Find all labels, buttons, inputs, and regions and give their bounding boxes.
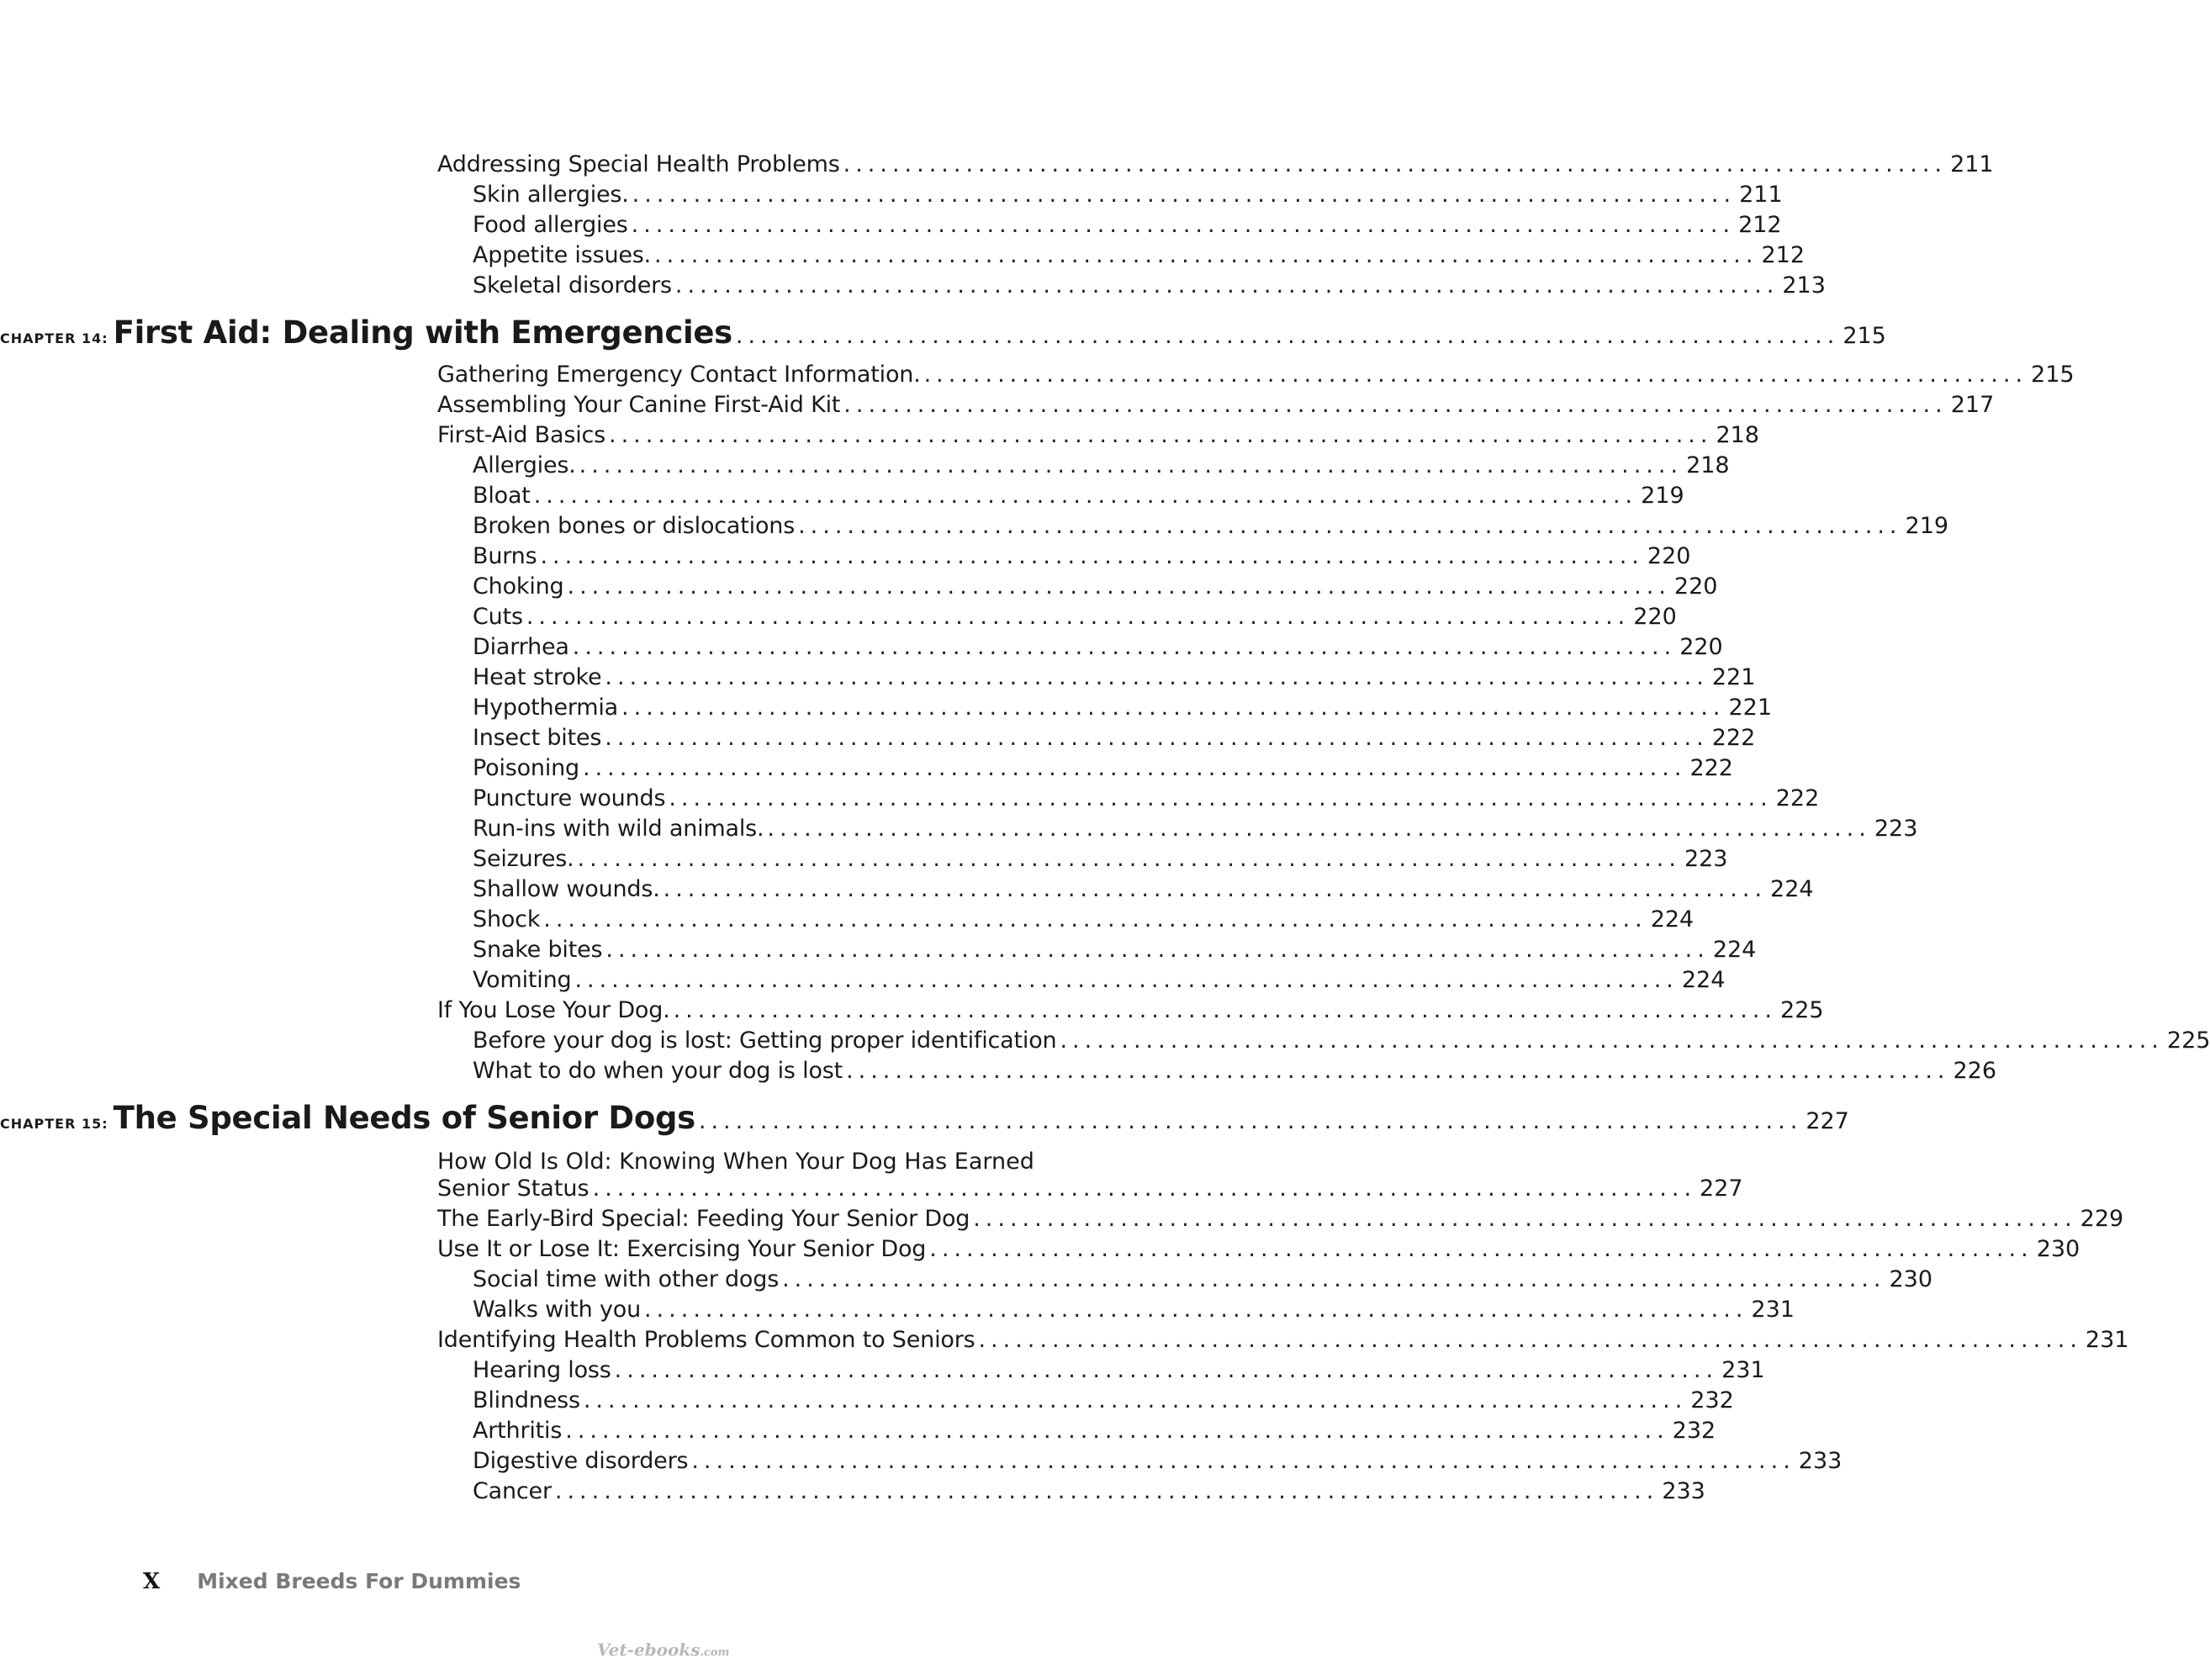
dot-leader: .......................................................................................... [583, 755, 1687, 781]
toc-entry-text: Arthritis [473, 1418, 563, 1444]
toc-entry[interactable] [0, 1327, 2129, 1357]
dot-leader: .......................................................................................... [574, 967, 1679, 993]
toc-entry[interactable] [0, 1387, 1734, 1418]
page-number: 224 [1712, 937, 1757, 963]
toc-entry[interactable] [0, 604, 1677, 634]
toc-entry-text: Broken bones or dislocations [473, 513, 796, 539]
page-number: 219 [1905, 513, 1949, 539]
page-number: 215 [1843, 323, 1886, 349]
toc-entry[interactable] [0, 483, 1684, 513]
toc-entry[interactable] [0, 755, 1733, 785]
toc-entry[interactable] [0, 785, 1820, 816]
page-number: 222 [1689, 755, 1733, 781]
page-number: 225 [1780, 997, 1824, 1023]
page-number: 217 [1950, 392, 1995, 418]
toc-entry-text: Digestive disorders [473, 1448, 689, 1474]
dot-leader: .......................................................................................... [782, 1266, 1886, 1292]
toc-entry-text: Allergies. [473, 452, 576, 478]
page-number: 220 [1679, 634, 1723, 660]
toc-entry-text: Burns [473, 543, 537, 569]
toc-entry[interactable] [0, 1357, 1765, 1387]
toc-entry-text: Seizures. [473, 846, 574, 872]
page-number: 213 [1782, 272, 1826, 298]
page-number: 232 [1672, 1418, 1716, 1444]
page-number: 222 [1711, 725, 1756, 751]
toc-entry-text: Heat stroke [473, 664, 602, 690]
chapter-label: CHAPTER 14: [0, 330, 108, 346]
dot-leader: .......................................................................................... [565, 1418, 1669, 1444]
dot-leader: .......................................................................................... [631, 212, 1736, 238]
toc-entry-text: Cancer [473, 1478, 552, 1504]
page-number: 218 [1716, 422, 1759, 448]
toc-entry[interactable] [0, 1266, 1933, 1297]
dot-leader: .......................................................................................... [592, 1175, 1697, 1202]
page-number: 233 [1798, 1448, 1843, 1474]
toc-entry[interactable] [0, 212, 1782, 242]
dot-leader: .......................................................................................... [579, 452, 1684, 478]
toc-entry-text: Hearing loss [473, 1357, 611, 1383]
toc-entry[interactable] [0, 422, 1759, 452]
toc-entry-text: Hypothermia [473, 695, 619, 721]
toc-entry[interactable] [0, 1418, 1716, 1448]
toc-entry-text: Choking [473, 573, 564, 600]
dot-leader: .......................................................................................... [609, 422, 1713, 448]
toc-entry[interactable] [0, 182, 1783, 212]
toc-entry[interactable] [0, 1448, 1843, 1478]
dot-leader: .......................................................................................... [577, 846, 1681, 872]
toc-entry-text: Blindness [473, 1387, 580, 1413]
toc-entry-line2 [437, 1175, 1743, 1202]
toc-entry[interactable] [0, 392, 1995, 422]
page-number: 225 [2166, 1028, 2210, 1054]
page-number: 220 [1647, 543, 1691, 569]
toc-entry-text: Bloat [473, 483, 531, 509]
toc-entry-wrapped[interactable] [0, 1147, 1743, 1206]
toc-entry-text: Puncture wounds [473, 785, 666, 811]
toc-entry-text: First-Aid Basics [437, 422, 606, 448]
toc-entry[interactable] [0, 695, 1773, 725]
dot-leader: .......................................................................................... [572, 634, 1677, 660]
dot-leader: .......................................................................................... [543, 906, 1647, 932]
toc-entry-text: Use It or Lose It: Exercising Your Senior Dog [437, 1236, 927, 1262]
toc-entry-text: If You Lose Your Dog. [437, 997, 670, 1023]
toc-entry[interactable] [0, 513, 1949, 543]
footer-page-number: X [143, 1569, 161, 1594]
toc-entry[interactable] [0, 1058, 1997, 1088]
page-number: 221 [1711, 664, 1756, 690]
page-number: 211 [1739, 182, 1783, 208]
dot-leader: .......................................................................................... [929, 1236, 2033, 1262]
toc-entry-text: Addressing Special Health Problems [437, 151, 840, 177]
page-number: 215 [2031, 362, 2075, 388]
dot-leader: .......................................................................................... [978, 1327, 2082, 1353]
toc-entry[interactable] [0, 967, 1726, 997]
toc-entry-text: Snake bites [473, 937, 603, 963]
dot-leader: .......................................................................................... [673, 997, 1778, 1023]
watermark-suffix: .com [700, 1646, 730, 1659]
page-number: 230 [2036, 1236, 2080, 1262]
dot-leader: .......................................................................................... [605, 664, 1709, 690]
page-number: 221 [1728, 695, 1773, 721]
toc-entry-text: Walks with you [473, 1297, 641, 1323]
dot-leader: .......................................................................................... [605, 725, 1709, 751]
toc-entry[interactable] [0, 634, 1723, 664]
toc-entry[interactable] [0, 664, 1756, 695]
toc-entry-text-line1: How Old Is Old: Knowing When Your Dog Has Earned [437, 1149, 1034, 1175]
chapter-14-heading[interactable] [0, 314, 1886, 362]
dot-leader: .......................................................................................... [691, 1448, 1795, 1474]
page-number: 212 [1761, 242, 1806, 268]
page-number: 211 [1950, 151, 1994, 177]
page-footer [143, 1569, 521, 1594]
toc-entry[interactable] [0, 543, 1691, 573]
page-number: 224 [1650, 906, 1695, 932]
toc-entry[interactable] [0, 242, 1806, 272]
page-number: 224 [1770, 876, 1814, 902]
page-number: 218 [1686, 452, 1730, 478]
dot-leader: .......................................................................................... [674, 272, 1779, 298]
toc-entry[interactable] [0, 272, 1826, 303]
toc-entry-text: Skeletal disorders [473, 272, 672, 298]
toc-entry-text: Insect bites [473, 725, 602, 751]
toc-entry[interactable] [0, 997, 1824, 1028]
page-number: 229 [2080, 1206, 2124, 1232]
page-number: 231 [2085, 1327, 2129, 1353]
toc-entry-text: Diarrhea [473, 634, 569, 660]
toc-entry-text: Appetite issues. [473, 242, 652, 268]
toc-entry[interactable] [0, 452, 1730, 483]
toc-entry[interactable] [0, 876, 1814, 906]
watermark-logo [597, 1640, 729, 1660]
footer-book-title: Mixed Breeds For Dummies [197, 1569, 521, 1593]
table-of-contents [0, 151, 2210, 1508]
toc-entry-text: Social time with other dogs [473, 1266, 780, 1292]
toc-entry-text: Identifying Health Problems Common to Seniors [437, 1327, 975, 1353]
page-number: 212 [1738, 212, 1782, 238]
page-number: 231 [1751, 1297, 1795, 1323]
toc-section-first-aid [0, 362, 2210, 1088]
dot-leader: .......................................................................................... [923, 362, 2028, 388]
toc-entry[interactable] [0, 906, 1695, 937]
page-number: 232 [1690, 1387, 1734, 1413]
toc-entry[interactable] [0, 1028, 2210, 1058]
toc-entry[interactable] [0, 816, 1918, 846]
dot-leader: .......................................................................................... [654, 242, 1758, 268]
page-number: 222 [1775, 785, 1820, 811]
toc-entry-text: Assembling Your Canine First-Aid Kit [437, 392, 841, 418]
toc-entry-text: Before your dog is lost: Getting proper identification [473, 1028, 1057, 1054]
page-number: 227 [1806, 1108, 1849, 1134]
dot-leader: .......................................................................................... [663, 876, 1768, 902]
page-number: 230 [1889, 1266, 1933, 1292]
dot-leader: .......................................................................................... [614, 1357, 1719, 1383]
toc-entry[interactable] [0, 937, 1757, 967]
toc-entry[interactable] [0, 1236, 2080, 1266]
page-number: 223 [1874, 816, 1918, 842]
toc-entry-text: Poisoning [473, 755, 579, 781]
page-number: 220 [1633, 604, 1677, 630]
toc-entry-text: What to do when your dog is lost [473, 1058, 843, 1084]
dot-leader: .......................................................................................... [533, 483, 1638, 509]
page-number: 224 [1681, 967, 1726, 993]
toc-entry[interactable] [0, 1478, 1705, 1508]
toc-entry[interactable] [0, 1297, 1795, 1327]
toc-entry-text: Vomiting [473, 967, 572, 993]
dot-leader: .......................................................................................... [767, 816, 1871, 842]
dot-leader: .......................................................................................... [605, 937, 1710, 963]
chapter-15-heading[interactable] [0, 1100, 1849, 1147]
watermark-text: Vet-ebooks [597, 1640, 701, 1660]
toc-entry[interactable] [0, 362, 2075, 392]
page-number: 233 [1662, 1478, 1705, 1504]
dot-leader: .......................................................................................... [554, 1478, 1659, 1504]
toc-entry-text: Skin allergies. [473, 182, 629, 208]
toc-entry-text: Food allergies [473, 212, 628, 238]
chapter-title: The Special Needs of Senior Dogs [113, 1100, 695, 1136]
page-number: 226 [1953, 1058, 1997, 1084]
dot-leader: .......................................................................................... [846, 1058, 1950, 1084]
dot-leader: .......................................................................................... [698, 1108, 1803, 1134]
chapter-title: First Aid: Dealing with Emergencies [113, 314, 732, 351]
dot-leader: .......................................................................................... [632, 182, 1737, 208]
toc-entry-text: Run-ins with wild animals. [473, 816, 764, 842]
toc-entry[interactable] [0, 725, 1756, 755]
page-number: 223 [1684, 846, 1728, 872]
toc-entry-text: Shallow wounds. [473, 876, 660, 902]
dot-leader: .......................................................................................... [843, 392, 1948, 418]
dot-leader: .......................................................................................... [735, 323, 1840, 349]
toc-entry-text: Cuts [473, 604, 523, 630]
dot-leader: .......................................................................................... [798, 513, 1902, 539]
chapter-label: CHAPTER 15: [0, 1116, 108, 1132]
dot-leader: .......................................................................................... [583, 1387, 1688, 1413]
toc-section-senior [0, 1206, 2129, 1508]
toc-entry[interactable] [0, 1206, 2124, 1236]
dot-leader: .......................................................................................... [540, 543, 1644, 569]
toc-entry[interactable] [0, 151, 1994, 182]
toc-entry-text: The Early-Bird Special: Feeding Your Senior Dog [437, 1206, 970, 1232]
dot-leader: .......................................................................................... [973, 1206, 2077, 1232]
dot-leader: .......................................................................................... [643, 1297, 1748, 1323]
page-number: 220 [1673, 573, 1718, 600]
dot-leader: .......................................................................................... [526, 604, 1631, 630]
dot-leader: .......................................................................................... [567, 573, 1671, 600]
dot-leader: .......................................................................................... [621, 695, 1726, 721]
toc-entry[interactable] [0, 846, 1728, 876]
toc-entry-text: Gathering Emergency Contact Information. [437, 362, 921, 388]
dot-leader: .......................................................................................... [1060, 1028, 2164, 1054]
toc-section-health [0, 151, 1994, 303]
page-number: 219 [1641, 483, 1684, 509]
page-number: 227 [1700, 1175, 1743, 1202]
dot-leader: .......................................................................................... [843, 151, 1948, 177]
toc-entry-text-line2: Senior Status [437, 1175, 590, 1202]
dot-leader: .......................................................................................... [669, 785, 1773, 811]
toc-entry-text: Shock [473, 906, 541, 932]
toc-entry[interactable] [0, 573, 1718, 604]
page-number: 231 [1721, 1357, 1765, 1383]
